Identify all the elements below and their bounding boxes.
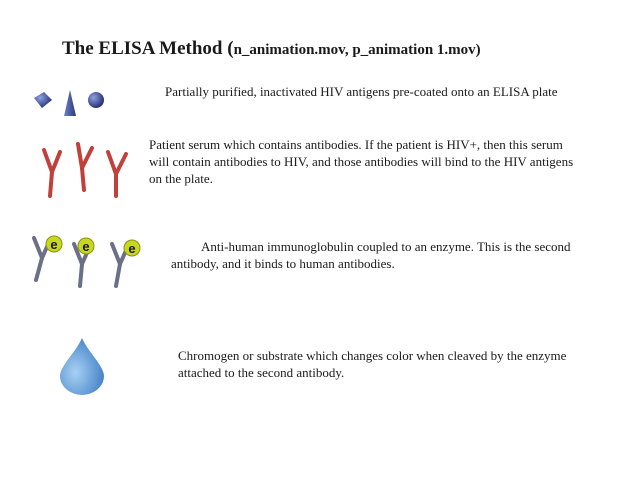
antibody-y-2 — [78, 144, 92, 190]
enzyme-label-2: e — [82, 239, 90, 254]
hiv-antigens-icon — [30, 86, 110, 120]
antigen-description: Partially purified, inactivated HIV antigens pre-coated onto an ELISA plate — [165, 84, 558, 99]
patient-antibodies-icon — [38, 138, 133, 200]
second-antibody-description: Anti-human immunoglobulin coupled to an enzyme. This is the second antibody, and it binds to human antibodies. — [171, 239, 571, 271]
antibody-y-3 — [108, 152, 126, 196]
enzyme-label-3: e — [128, 241, 136, 256]
chromogen-drop-icon — [58, 336, 106, 396]
serum-description: Patient serum which contains antibodies. If the patient is HIV+, then this serum will contain antibodies to HIV, and those antibodies will bind to the HIV antigens on the plate. — [149, 137, 574, 186]
title-files: n_animation.mov, p_animation 1.mov) — [233, 42, 481, 58]
antibody-y-1 — [44, 150, 60, 196]
chromogen-description: Chromogen or substrate which changes color when cleaved by the enzyme attached to the second antibody. — [178, 348, 567, 380]
slide-title — [62, 38, 481, 60]
cube-antigen — [34, 92, 52, 108]
enzyme-antibody-icon — [28, 228, 146, 290]
sphere-antigen — [88, 92, 104, 108]
title-main: The ELISA Method ( — [62, 38, 234, 59]
enzyme-label-1: e — [50, 237, 58, 252]
cone-antigen — [64, 90, 76, 116]
